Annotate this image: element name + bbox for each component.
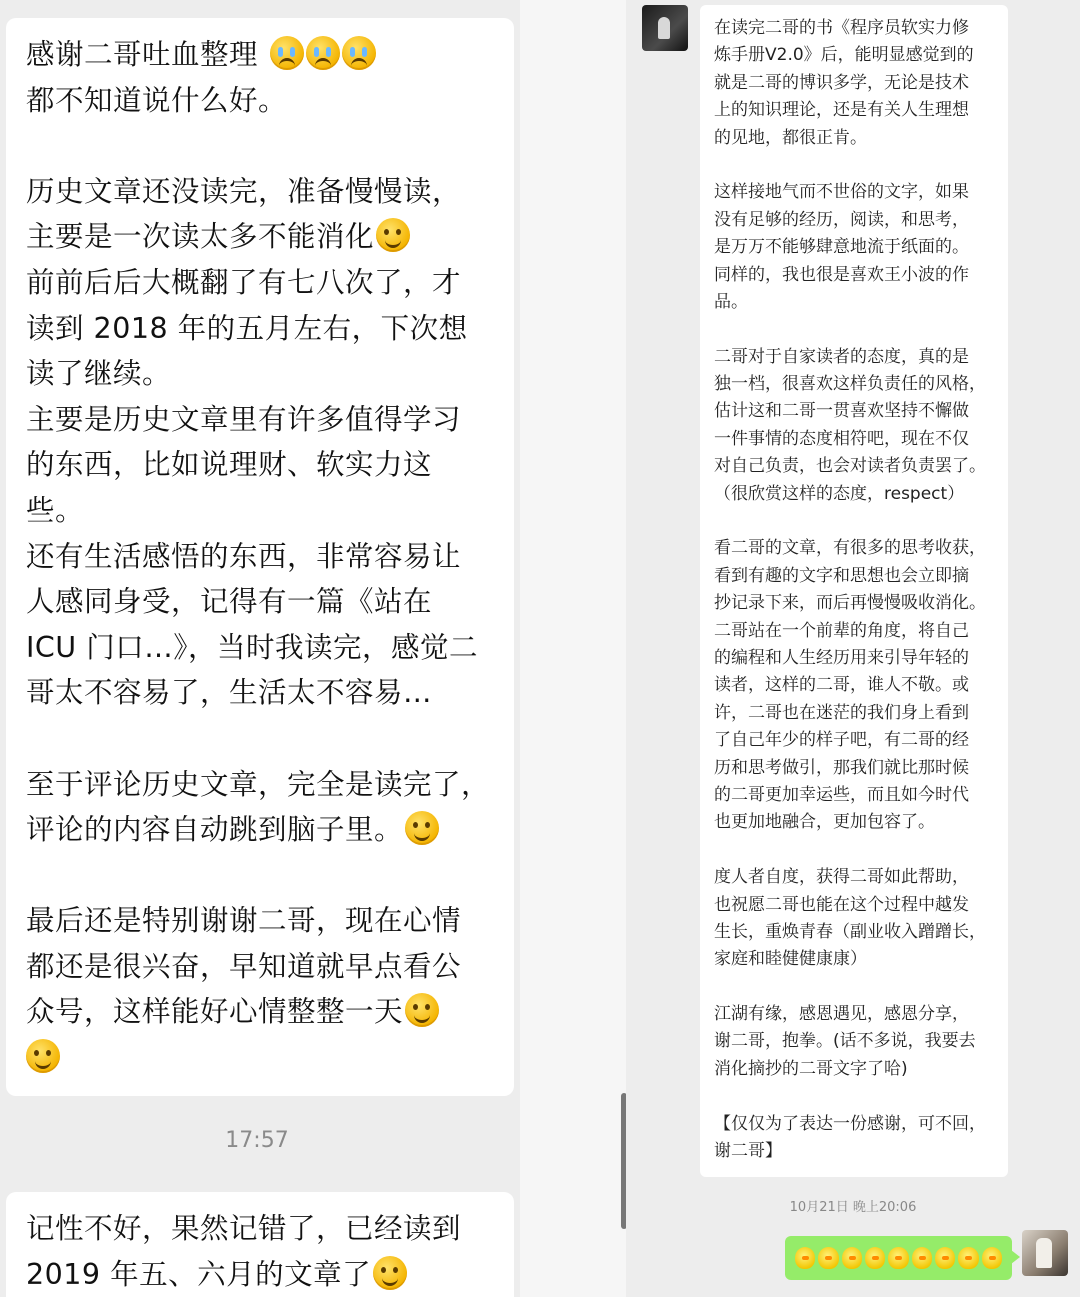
- message-line: 抄记录下来，而后再慢慢吸收消化。: [714, 593, 986, 614]
- message-line: 对自己负责，也会对读者负责罢了。: [714, 456, 986, 477]
- message-line: [714, 1083, 1000, 1110]
- message-line: 没有足够的经历，阅读，和思考，: [714, 209, 969, 230]
- message-line: [714, 152, 1000, 179]
- loudly-crying-face-icon: [270, 36, 304, 70]
- message-bubble: [6, 1192, 514, 1297]
- message-line: 上的知识理论，还是有关人生理想: [714, 100, 969, 121]
- message-line: 品。: [714, 291, 748, 312]
- message-line: 谢二哥，抱拳。(话不多说，我要去: [714, 1031, 976, 1052]
- loudly-crying-face-icon: [306, 36, 340, 70]
- timestamp: 17:57: [225, 1128, 289, 1153]
- message-line: （很欣赏这样的态度，respect）: [714, 483, 965, 504]
- chick-emoji-icon: [818, 1247, 838, 1269]
- message-line: 许，二哥也在迷茫的我们身上看到: [714, 702, 969, 723]
- chick-emoji-icon: [795, 1247, 815, 1269]
- smiling-face-icon: [405, 811, 439, 845]
- sent-emoji-message: [785, 1236, 1012, 1280]
- message-line: 些。: [26, 493, 85, 527]
- message-line: 是万万不能够肆意地流于纸面的。: [714, 237, 969, 258]
- message-line: [714, 316, 1000, 343]
- message-line: 都不知道说什么好。: [26, 83, 288, 117]
- message-line: 主要是历史文章里有许多值得学习: [26, 402, 462, 436]
- message-line: [26, 1035, 502, 1081]
- message-line: 评论的内容自动跳到脑子里。: [26, 807, 502, 853]
- message-line: 至于评论历史文章，完全是读完了，: [26, 767, 491, 801]
- message-line: 人感同身受，记得有一篇《站在: [26, 585, 433, 619]
- message-line: [714, 974, 1000, 1001]
- chick-emoji-icon: [888, 1247, 908, 1269]
- message-line: 江湖有缘，感恩遇见，感恩分享，: [714, 1004, 969, 1025]
- message-line: 读者，这样的二哥，谁人不敬。或: [714, 675, 969, 696]
- message-line: 读到 2018 年的五月左右，下次想: [26, 311, 468, 345]
- message-line: 众号，这样能好心情整整一天: [26, 989, 502, 1035]
- message-line: 的东西，比如说理财、软实力这: [26, 448, 433, 482]
- message-line: 读了继续。: [26, 357, 172, 391]
- message-line: 同样的，我也很是喜欢王小波的作: [714, 264, 969, 285]
- message-line: 看二哥的文章，有很多的思考收获，: [714, 538, 986, 559]
- message-text: [714, 15, 1000, 1165]
- message-line: 谢二哥】: [714, 1141, 782, 1162]
- message-line: 生长，重焕青春（副业收入蹭蹭长，: [714, 921, 986, 942]
- message-line: 也更加地融合，更加包容了。: [714, 812, 935, 833]
- chick-emoji-icon: [842, 1247, 862, 1269]
- thinking-face-icon: [405, 993, 439, 1027]
- divider: [520, 0, 626, 1297]
- message-line: 哥太不容易了，生活太不容易…: [26, 676, 433, 710]
- message-line: 历史文章还没读完，准备慢慢读，: [26, 174, 462, 208]
- timestamp: 10月21日 晚上20:06: [789, 1200, 917, 1215]
- chick-emoji-icon: [982, 1247, 1002, 1269]
- message-line: 消化摘抄的二哥文字了哈): [714, 1058, 908, 1079]
- message-line: 度人者自度，获得二哥如此帮助，: [714, 867, 969, 888]
- message-line: 二哥对于自家读者的态度，真的是: [714, 346, 969, 367]
- message-line: 的二哥更加幸运些，而且如今时代: [714, 784, 969, 805]
- tears-of-joy-face-icon: [376, 218, 410, 252]
- message-line: 了自己年少的样子吧，有二哥的经: [714, 730, 969, 751]
- message-line: 看到有趣的文字和思想也会立即摘: [714, 565, 969, 586]
- avatar[interactable]: [642, 5, 688, 51]
- message-line: 还有生活感悟的东西，非常容易让: [26, 539, 462, 573]
- message-line: 一件事情的态度相符吧，现在不仅: [714, 428, 969, 449]
- message-line: 都还是很兴奋，早知道就早点看公: [26, 949, 462, 983]
- message-line: 2019 年五、六月的文章了: [26, 1252, 502, 1297]
- message-line: 估计这和二哥一贯喜欢坚持不懈做: [714, 401, 969, 422]
- tears-of-joy-face-icon: [373, 1256, 407, 1290]
- thinking-face-icon: [26, 1039, 60, 1073]
- message-line: 的见地，都很正肯。: [714, 127, 867, 148]
- message-line: 前前后后大概翻了有七八次了，才: [26, 265, 462, 299]
- message-line: 历和思考做引，那我们就比那时候: [714, 757, 969, 778]
- loudly-crying-face-icon: [342, 36, 376, 70]
- chick-emoji-icon: [865, 1247, 885, 1269]
- message-line: 也祝愿二哥也能在这个过程中越发: [714, 894, 969, 915]
- message-line: 炼手册V2.0》后，能明显感觉到的: [714, 45, 974, 66]
- message-line: 这样接地气而不世俗的文字，如果: [714, 182, 969, 203]
- message-line: [714, 837, 1000, 864]
- message-line: 就是二哥的博识多学，无论是技术: [714, 72, 969, 93]
- chick-emoji-icon: [912, 1247, 932, 1269]
- left-chat-screenshot: [0, 0, 520, 1297]
- message-line: ICU 门口…》，当时我读完，感觉二: [26, 630, 478, 664]
- message-bubble: [6, 18, 514, 1096]
- message-line: 二哥站在一个前辈的角度，将自己: [714, 620, 969, 641]
- message-line: 主要是一次读太多不能消化: [26, 214, 502, 260]
- message-bubble: [700, 5, 1008, 1177]
- message-line: 独一档，很喜欢这样负责任的风格，: [714, 374, 986, 395]
- message-line: 在读完二哥的书《程序员软实力修: [714, 18, 969, 38]
- avatar[interactable]: [1022, 1230, 1068, 1276]
- message-line: [714, 508, 1000, 535]
- message-line: 【仅仅为了表达一份感谢，可不回，: [714, 1113, 986, 1134]
- message-line: 感谢二哥吐血整理: [26, 32, 502, 78]
- message-line: 的编程和人生经历用来引导年轻的: [714, 647, 969, 668]
- chick-emoji-icon: [958, 1247, 978, 1269]
- chick-emoji-icon: [935, 1247, 955, 1269]
- message-line: 家庭和睦健健康康）: [714, 949, 867, 970]
- message-line: 记性不好，果然记错了，已经读到: [26, 1212, 462, 1245]
- message-line: 最后还是特别谢谢二哥，现在心情: [26, 904, 462, 938]
